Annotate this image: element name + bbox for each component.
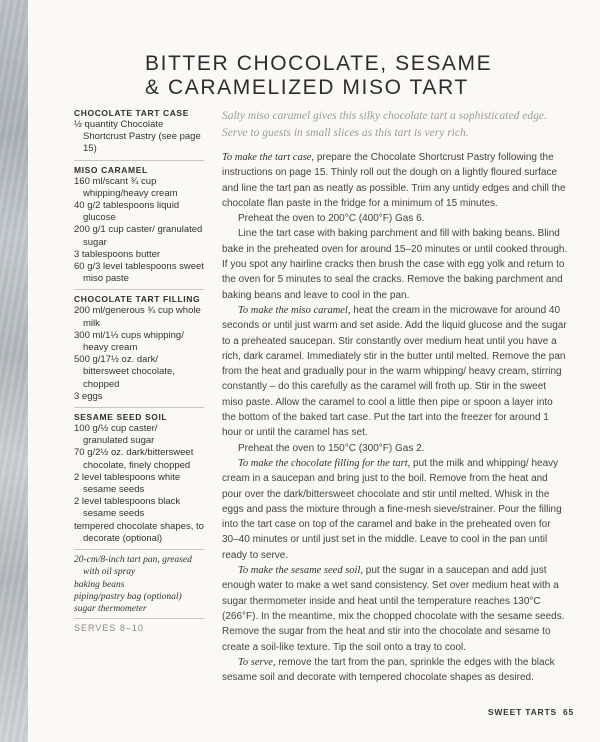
ingredient-section-heading: MISO CARAMEL	[74, 164, 148, 175]
page-folio	[488, 707, 574, 717]
ingredient-section-heading: CHOCOLATE TART CASE	[74, 108, 189, 118]
method-step-text: prepare the Chocolate Shortcrust Pastry following the instructions on page 15. Thinly roll out the dough on a lightly floured surface and line the tart pan as neatly as possible. Trim any untidy edges and chill the chocolate flan paste in the fridge for a minimum of 15 minutes.	[222, 152, 566, 209]
section-divider	[74, 160, 204, 161]
method-step-text: put the sugar in a saucepan and add just enough water to make a wet sand consistency. Set over medium heat with a sugar thermometer inside and heat until the temperature reaches 130°C (266°F). In the meantime, mix the chopped chocolate with the sesame seeds. Remove the sugar from the heat and stir into the chocolate and sesame to create a soil-like texture. Tip the soil onto a tray to cool.	[222, 565, 565, 653]
ingredient-item: 40 g/2 tablespoons liquid glucose	[74, 200, 180, 224]
equipment-item: 20-cm/8-inch tart pan, greased with oil spray	[74, 555, 192, 578]
method-step-text: Line the tart case with baking parchment and fill with baking beans. Blind bake in the preheated oven for around 15–20 minutes or until cooked through. If you spot any hairline cracks then brush the case with egg yolk and return to the oven for 5 minutes to seal the cracks. Remove the baking parchment and baking beans and leave to cool in the pan.	[222, 228, 568, 301]
method-paragraph	[222, 655, 568, 686]
ingredient-item: 3 tablespoons butter	[74, 248, 161, 260]
folio-section: SWEET TARTS	[487, 707, 557, 717]
method-step-lead: To make the sesame seed soil,	[238, 565, 364, 577]
equipment-item: baking beans	[74, 579, 125, 590]
ingredient-item: 60 g/3 level tablespoons sweet miso paste	[74, 261, 204, 285]
equipment-item: sugar thermometer	[74, 603, 147, 614]
method-paragraph	[222, 563, 568, 655]
method-column	[222, 150, 568, 685]
recipe-title	[145, 52, 565, 100]
ingredient-item: 200 ml/generous ¾ cup whole milk	[74, 305, 201, 329]
method-paragraph	[222, 303, 568, 441]
ingredient-item: 200 g/1 cup caster/ granulated sugar	[74, 224, 203, 248]
ingredient-section	[74, 108, 204, 156]
method-step-lead: To make the chocolate filling for the tart,	[238, 457, 411, 469]
method-step-text: Preheat the oven to 200°C (400°F) Gas 6.	[238, 213, 425, 225]
ingredient-item: 500 g/17½ oz. dark/ bittersweet chocolate, chopped	[74, 354, 175, 390]
ingredient-section	[74, 412, 204, 545]
method-paragraph	[222, 226, 568, 302]
ingredient-item: 70 g/2½ oz. dark/bittersweet chocolate, finely chopped	[74, 447, 194, 471]
method-step-text: heat the cream in the microwave for around 40 seconds or until just warm and set aside. Add the liquid glucose and the sugar to a preheated saucepan. Stir constantly over medium heat until you have a rich, dark caramel. Immediately stir in the butter until melted. Remove the pan from the heat and gradually pour in the warm whipping/ heavy cream, stirring constantly – do this carefully as the caramel will froth up. Stir in the sweet miso paste. Allow the caramel to cool a little then pipe or spoon a layer into the bottom of the baked tart case. Put the tart into the freezer for around 1 hour or until the caramel has set.	[222, 304, 567, 439]
ingredient-item: 2 level tablespoons black sesame seeds	[74, 496, 181, 520]
ingredient-item: 3 eggs	[74, 390, 103, 402]
folio-page-number: 65	[562, 707, 574, 717]
ingredient-section	[74, 165, 204, 286]
serves-note: SERVES 8–10	[74, 623, 144, 634]
ingredient-item: 300 ml/1⅓ cups whipping/ heavy cream	[74, 329, 184, 354]
ingredient-item: 160 ml/scant ¾ cup whipping/heavy cream	[74, 175, 178, 199]
recipe-title-line-1: BITTER CHOCOLATE, SESAME	[145, 52, 493, 75]
method-paragraph	[222, 456, 568, 563]
equipment-item: piping/pastry bag (optional)	[74, 591, 182, 602]
ingredient-item: ½ quantity Chocolate Shortcrust Pastry (see page 15)	[74, 119, 201, 155]
ingredient-item: 100 g/½ cup caster/ granulated sugar	[74, 423, 158, 447]
recipe-intro: Salty miso caramel gives this silky chocolate tart a sophisticated edge. Serve to guests in small slices as this tart is very rich.	[222, 110, 547, 139]
section-divider	[74, 549, 204, 550]
method-step-text: put the milk and whipping/ heavy cream in a saucepan and bring just to the boil. Remove from the heat and pour over the dark/bittersweet chocolate and stir until melted. Whisk in the eggs and pass the mixture through a fine-mesh sieve/strainer. Pour the filling into the tart case on top of the caramel and bake in the preheated oven for 30–40 minutes or until just set in the middle. Leave to cool in the pan until ready to serve.	[222, 457, 562, 561]
ingredient-section	[74, 294, 204, 403]
ingredient-section-heading: SESAME SEED SOIL	[74, 412, 168, 423]
method-paragraph	[222, 211, 568, 226]
section-divider	[74, 407, 204, 408]
ingredient-section-heading: CHOCOLATE TART FILLING	[74, 294, 201, 305]
method-paragraph	[222, 150, 568, 211]
method-paragraph	[222, 441, 568, 456]
method-step-text: remove the tart from the pan, sprinkle the edges with the black sesame soil and decorate with tempered chocolate shapes as desired.	[222, 656, 555, 684]
section-divider	[74, 618, 204, 619]
method-step-lead: To make the miso caramel,	[238, 304, 351, 316]
method-step-lead: To serve,	[238, 656, 276, 668]
method-step-text: Preheat the oven to 150°C (300°F) Gas 2.	[238, 442, 425, 454]
ingredients-column	[74, 108, 204, 633]
recipe-title-line-2: & CARAMELIZED MISO TART	[145, 76, 469, 99]
method-step-lead: To make the tart case,	[222, 152, 315, 163]
section-divider	[74, 289, 204, 290]
ingredient-item: tempered chocolate shapes, to decorate (optional)	[74, 520, 204, 544]
ingredient-item: 2 level tablespoons white sesame seeds	[74, 471, 181, 496]
equipment-list	[74, 554, 204, 615]
